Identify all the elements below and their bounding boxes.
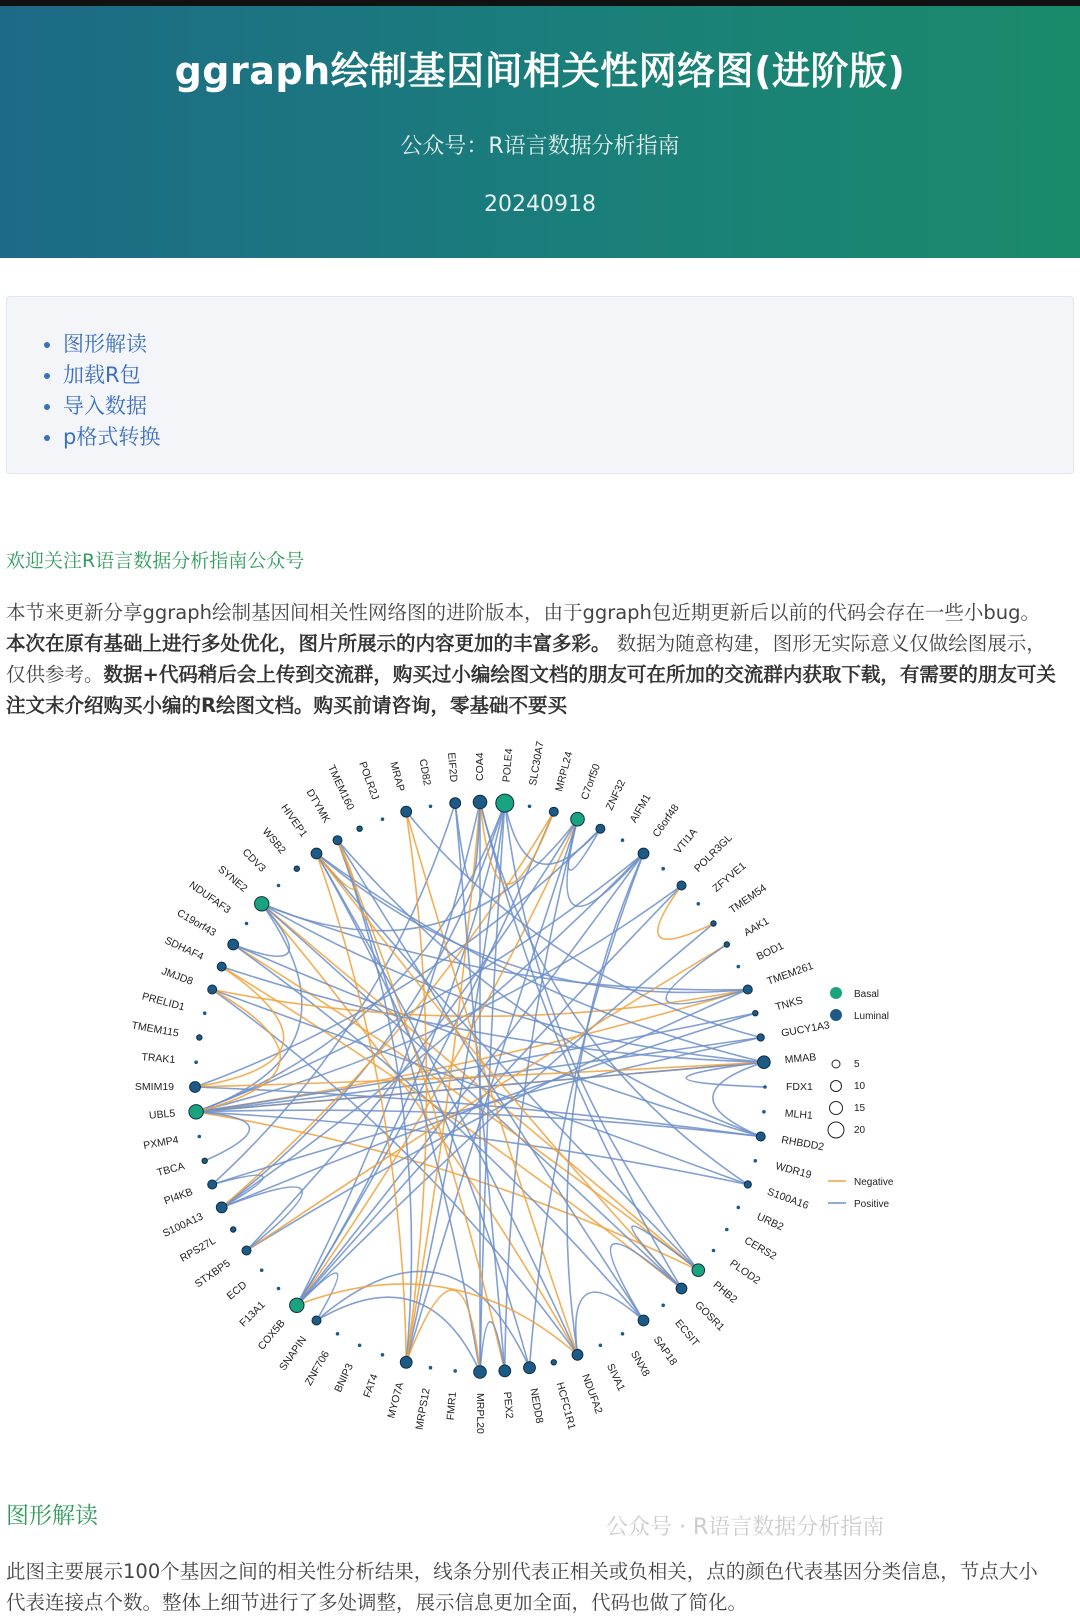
node-mmab: [758, 1056, 771, 1069]
gene-label: SDHAF4: [162, 934, 206, 963]
edge-positive: [567, 854, 643, 1355]
node-bnip3: [358, 1344, 362, 1348]
node-aak1: [724, 942, 729, 947]
legend-size-circle: [832, 1060, 840, 1068]
node-ecd: [260, 1268, 264, 1272]
gene-label: MLH1: [784, 1107, 814, 1122]
gene-label: SYNE2: [215, 863, 250, 895]
node-gucy1a3: [757, 1034, 764, 1041]
node-ubl5: [189, 1105, 203, 1119]
node-fdx1: [763, 1085, 767, 1089]
table-of-contents: [6, 296, 1074, 474]
toc-item-load-packages[interactable]: • 加载R包: [63, 360, 1073, 391]
node-mlh1: [762, 1110, 766, 1114]
edge-negative: [297, 1284, 578, 1355]
gene-label: PXMP4: [142, 1133, 180, 1152]
section-paragraph: 此图主要展示100个基因之间的相关性分析结果，线条分别代表正相关或负相关，点的颜色代表基因分类信息，节点大小代表连接点个数。整体上细节进行了多处调整，展示信息更加全面，代码也做了简化。: [6, 1560, 1038, 1614]
gene-label: WDR19: [774, 1160, 813, 1182]
gene-label: TMEM54: [727, 881, 769, 917]
gene-label: AIFM1: [627, 792, 654, 825]
node-slc30a7: [528, 805, 532, 809]
gene-label: GOSR1: [692, 1299, 727, 1334]
node-trak1: [194, 1060, 198, 1064]
gene-label: RHBDD2: [780, 1133, 826, 1154]
gene-label: TNKS: [773, 994, 805, 1014]
node-tnks: [753, 1011, 758, 1016]
gene-label: S100A13: [160, 1210, 206, 1240]
intro-part1: 本节来更新分享ggraph绘制基因间相关性网络图的进阶版本，由于ggraph包近期更新后以前的代码会存在一些小bug。: [6, 601, 1041, 624]
intro-paragraph: [6, 597, 1056, 721]
edge-positive: [713, 1062, 764, 1136]
legend-size-circle: [831, 1081, 842, 1092]
gene-label: PHB2: [710, 1278, 740, 1306]
node-coa4: [473, 795, 487, 809]
gene-label: TMEM261: [765, 959, 815, 988]
legend-size-label: 20: [854, 1125, 866, 1136]
node-mrps12: [429, 1366, 433, 1370]
node-nedd8: [524, 1362, 536, 1374]
toc-item-import-data[interactable]: • 导入数据: [63, 391, 1073, 422]
node-f13a1: [277, 1287, 281, 1291]
gene-label: CDV3: [239, 846, 268, 875]
gene-label: EIF2D: [444, 752, 460, 783]
node-urb2: [737, 1206, 741, 1210]
edge-positive: [259, 819, 578, 931]
gene-label: ECSIT: [672, 1317, 702, 1349]
edge-positive: [262, 904, 748, 990]
node-myo7a: [400, 1356, 412, 1368]
gene-label: ZNF32: [603, 777, 629, 813]
node-sap18: [638, 1315, 649, 1326]
node-fmr1: [453, 1369, 457, 1373]
node-rhbdd2: [756, 1132, 765, 1141]
node-hcfc1r1: [551, 1360, 556, 1365]
node-hivep1: [311, 848, 322, 859]
node-polr3gl: [677, 881, 686, 890]
node-bod1: [737, 965, 741, 969]
gene-label: URB2: [754, 1210, 786, 1234]
node-tmem54: [711, 921, 716, 926]
gene-label: COX5B: [255, 1317, 288, 1353]
intro-part2: 本次在原有基础上进行多处优化，图片所展示的内容更加的丰富多彩。: [6, 632, 611, 655]
gene-label: ECD: [224, 1278, 250, 1303]
gene-label: BOD1: [754, 939, 786, 963]
toc-item-p-format[interactable]: • p格式转换: [63, 422, 1073, 453]
gene-label: SMIM19: [134, 1080, 174, 1093]
edge-positive: [196, 1112, 249, 1161]
gene-label: JMJD8: [159, 965, 195, 988]
gene-label: MMAB: [784, 1051, 817, 1067]
node-ecsit: [661, 1304, 665, 1308]
intro-part4: 数据+代码稍后会上传到交流群，购买过小编绘图文档的朋友可在所加的交流群内获取下载，有需要的朋友可关注文末介绍购买小编的R绘图文档。购买前请咨询，零基础不要买: [6, 663, 1056, 717]
gene-label: SLC30A7: [526, 740, 547, 787]
node-syne2: [255, 897, 269, 911]
legend-edge-label: Negative: [854, 1177, 894, 1188]
gene-label: SNX8: [627, 1348, 653, 1379]
node-vti1a: [661, 867, 665, 871]
node-s100a13: [216, 1202, 227, 1213]
gene-label: HIVEP1: [278, 802, 310, 840]
page-title: ggraph绘制基因间相关性网络图(进阶版): [174, 49, 906, 93]
gene-label: STXBP5: [192, 1257, 233, 1291]
gene-label: POLR3GL: [692, 831, 735, 875]
node-snx8: [621, 1332, 625, 1336]
node-c19orf43: [228, 939, 239, 950]
node-s100a16: [744, 1181, 751, 1188]
welcome-text: 欢迎关注R语言数据分析指南公众号: [6, 550, 305, 572]
node-mrpl20: [474, 1366, 487, 1379]
node-wsb2: [294, 866, 299, 871]
gene-label: ZFYVE1: [710, 860, 749, 895]
legend-size-label: 15: [854, 1103, 866, 1114]
node-mrpl24: [549, 807, 558, 816]
node-ndufa2: [572, 1349, 583, 1360]
plot-legend: [828, 987, 894, 1210]
node-cdv3: [277, 884, 281, 888]
node-pxmp4: [198, 1135, 202, 1139]
gene-label: MRPL20: [474, 1393, 487, 1434]
edge-negative: [195, 967, 284, 1087]
legend-basal-dot: [830, 987, 842, 999]
gene-label: HCFC1R1: [553, 1380, 578, 1431]
node-wdr19: [754, 1159, 758, 1163]
legend-group-label: Luminal: [854, 1011, 890, 1022]
node-pole4: [496, 794, 514, 812]
gene-label: TRAK1: [140, 1051, 176, 1067]
page-date: 20240918: [484, 192, 596, 217]
page-header: [0, 6, 1080, 258]
correlation-network-plot: [0, 737, 1080, 1457]
node-tbca: [202, 1158, 207, 1163]
node-prelid1: [203, 1011, 207, 1015]
gene-label: BNIP3: [332, 1361, 356, 1395]
node-zfyve1: [697, 902, 701, 906]
gene-label: GUCY1A3: [780, 1019, 831, 1040]
node-pi4kb: [208, 1180, 217, 1189]
legend-size-label: 10: [854, 1081, 866, 1092]
gene-label: VTI1A: [671, 826, 700, 857]
intro-part3: 数据为随意构建，图形无实际意义仅做绘图展示，仅供参考。: [6, 632, 1046, 686]
gene-label: FDX1: [786, 1080, 813, 1093]
gene-label: NDUFA2: [579, 1372, 605, 1416]
node-siva1: [599, 1344, 603, 1348]
node-fat4: [381, 1353, 385, 1357]
toc-item-interpretation[interactable]: • 图形解读: [63, 329, 1073, 360]
node-mrap: [401, 806, 412, 817]
gene-label: MRPL24: [553, 750, 576, 793]
legend-group-label: Basal: [854, 989, 880, 1000]
gene-label: TBCA: [155, 1160, 186, 1180]
node-smim19: [190, 1082, 201, 1093]
node-sdhaf4: [217, 962, 226, 971]
edge-positive: [212, 990, 577, 1355]
gene-label: SNAPIN: [276, 1334, 310, 1374]
node-tmem160: [357, 826, 362, 831]
gene-label: MRPS12: [413, 1387, 433, 1431]
gene-label: F13A1: [237, 1299, 268, 1330]
gene-label: C19orf43: [174, 907, 219, 940]
gene-label: DTYMK: [303, 787, 333, 825]
section-title: 图形解读: [6, 1503, 98, 1529]
node-plod2: [712, 1249, 716, 1253]
node-rps27l: [231, 1227, 236, 1232]
edge-positive: [317, 1297, 481, 1372]
legend-size-circle: [828, 1122, 844, 1138]
node-gosr1: [676, 1283, 687, 1294]
gene-label: TMEM115: [130, 1019, 180, 1040]
node-cox5b: [290, 1298, 304, 1312]
legend-size-circle: [830, 1102, 843, 1115]
gene-label: FAT4: [361, 1372, 381, 1400]
node-znf32: [596, 824, 605, 833]
gene-label: POLR2J: [356, 760, 382, 802]
node-jmjd8: [208, 985, 217, 994]
node-cd82: [429, 805, 433, 809]
gene-label: AAK1: [741, 915, 772, 940]
network-figure: [0, 737, 1080, 1457]
legend-size-label: 5: [854, 1059, 860, 1070]
node-pex2: [499, 1365, 511, 1377]
gene-label: MYO7A: [385, 1380, 407, 1420]
node-dtymk: [333, 836, 342, 845]
gene-label: CD82: [416, 758, 434, 787]
node-stxbp5: [242, 1246, 251, 1255]
gene-label: RPS27L: [178, 1234, 218, 1265]
node-snapin: [312, 1316, 321, 1325]
gene-label: COA4: [473, 752, 486, 781]
node-znf706: [336, 1332, 340, 1336]
gene-label: MRAP: [387, 760, 407, 793]
gene-label: FMR1: [444, 1391, 460, 1421]
node-phb2: [692, 1264, 705, 1277]
node-c6orf48: [638, 848, 649, 859]
node-cers2: [725, 1228, 729, 1232]
gene-label: PLOD2: [727, 1257, 763, 1287]
gene-label: ZNF706: [302, 1348, 333, 1388]
node-c7orf50: [571, 812, 585, 826]
gene-label: PRELID1: [140, 990, 187, 1014]
gene-label: TMEM160: [324, 763, 357, 813]
node-aifm1: [621, 838, 625, 842]
watermark: 公众号 · R语言数据分析指南: [606, 1515, 885, 1540]
gene-label: NDUFAF3: [186, 878, 233, 917]
gene-label: UBL5: [148, 1107, 176, 1122]
legend-edge-label: Positive: [854, 1199, 890, 1210]
node-eif2d: [450, 798, 461, 809]
legend-luminal-dot: [830, 1009, 842, 1021]
gene-label: PI4KB: [162, 1185, 195, 1208]
gene-label: SAP18: [650, 1334, 680, 1368]
node-tmem261: [743, 985, 752, 994]
gene-label: NEDD8: [527, 1387, 546, 1425]
node-polr2j: [381, 817, 385, 821]
gene-label: PEX2: [500, 1391, 516, 1420]
node-ndufaf3: [245, 922, 249, 926]
gene-label: POLE4: [500, 747, 516, 783]
gene-label: WSB2: [259, 825, 289, 857]
gene-label: C6orf48: [650, 802, 682, 840]
page-subtitle: 公众号：R语言数据分析指南: [400, 134, 680, 159]
gene-label: S100A16: [765, 1185, 811, 1212]
gene-label: CERS2: [742, 1234, 779, 1263]
gene-label: SIVA1: [604, 1361, 628, 1394]
gene-label: C7orf50: [578, 762, 603, 802]
edge-positive: [576, 1292, 644, 1355]
node-tmem115: [197, 1035, 202, 1040]
